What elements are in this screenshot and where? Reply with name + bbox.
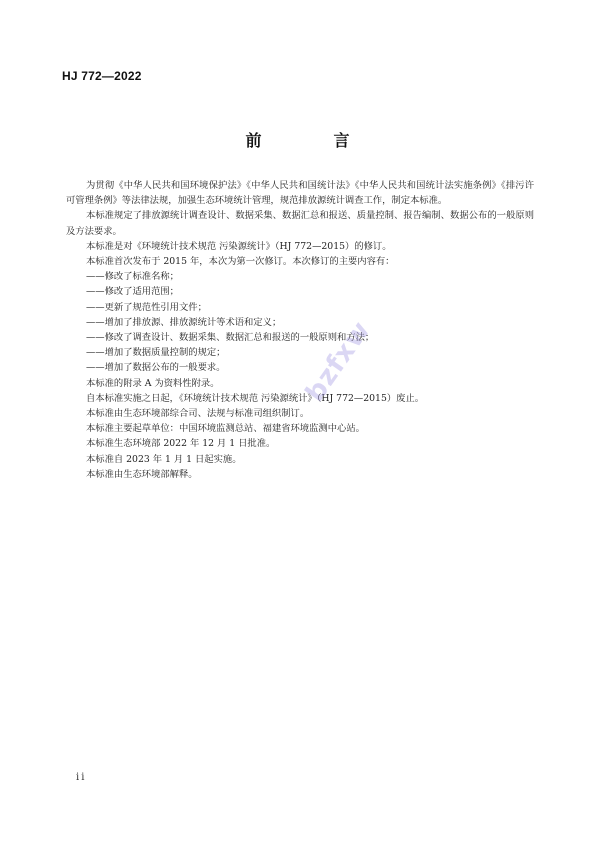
foreword-body <box>66 178 534 482</box>
list-item: ——更新了规范性引用文件； <box>86 301 207 313</box>
list-item: ——增加了数据质量控制的规定； <box>86 347 226 359</box>
watermark: bzfxw <box>300 315 377 408</box>
paragraph-organizer: 本标准由生态环境部综合司、法规与标准司组织制订。 <box>86 408 310 420</box>
paragraph-revision: 本标准是对《环境统计技术规范 污染源统计》（HJ 772—2015）的修订。 <box>86 240 392 252</box>
paragraph-approval: 本标准生态环境部 2022 年 12 月 1 日批准。 <box>86 438 276 450</box>
list-item: ——修改了标准名称； <box>86 271 179 283</box>
list-item: ——修改了调查设计、数据采集、数据汇总和报送的一般原则和方法； <box>86 332 375 344</box>
paragraph-effective: 本标准自 2023 年 1 月 1 日起实施。 <box>86 453 242 465</box>
list-item: ——增加了排放源、排放源统计等术语和定义； <box>86 316 282 328</box>
paragraph-supersede: 自本标准实施之日起，《环境统计技术规范 污染源统计》（HJ 772—2015）废止。 <box>86 392 425 404</box>
page-number: ii <box>76 772 87 783</box>
paragraph-appendix: 本标准的附录 A 为资料性附录。 <box>86 377 220 389</box>
list-item: ——增加了数据公布的一般要求。 <box>86 362 226 374</box>
paragraph-first-release: 本标准首次发布于 2015 年，本次为第一次修订。本次修订的主要内容有： <box>86 256 395 268</box>
list-item: ——修改了适用范围； <box>86 286 179 298</box>
standard-code-header: HJ 772—2022 <box>62 69 142 83</box>
paragraph-drafters: 本标准主要起草单位：中国环境监测总站、福建省环境监测中心站。 <box>86 423 365 435</box>
paragraph-purpose: 为贯彻《中华人民共和国环境保护法》《中华人民共和国统计法》《中华人民共和国统计法实施条例》《排污许可管理条例》等法律法规，加强生态环境统计管理，规范排放源统计调查工作，制定本标准。 <box>66 180 534 207</box>
paragraph-interpretation: 本标准由生态环境部解释。 <box>86 468 198 480</box>
page-title: 前 言 <box>245 131 378 150</box>
paragraph-scope: 本标准规定了排放源统计调查设计、数据采集、数据汇总和报送、质量控制、报告编制、数据公布的一般原则及方法要求。 <box>66 210 534 237</box>
